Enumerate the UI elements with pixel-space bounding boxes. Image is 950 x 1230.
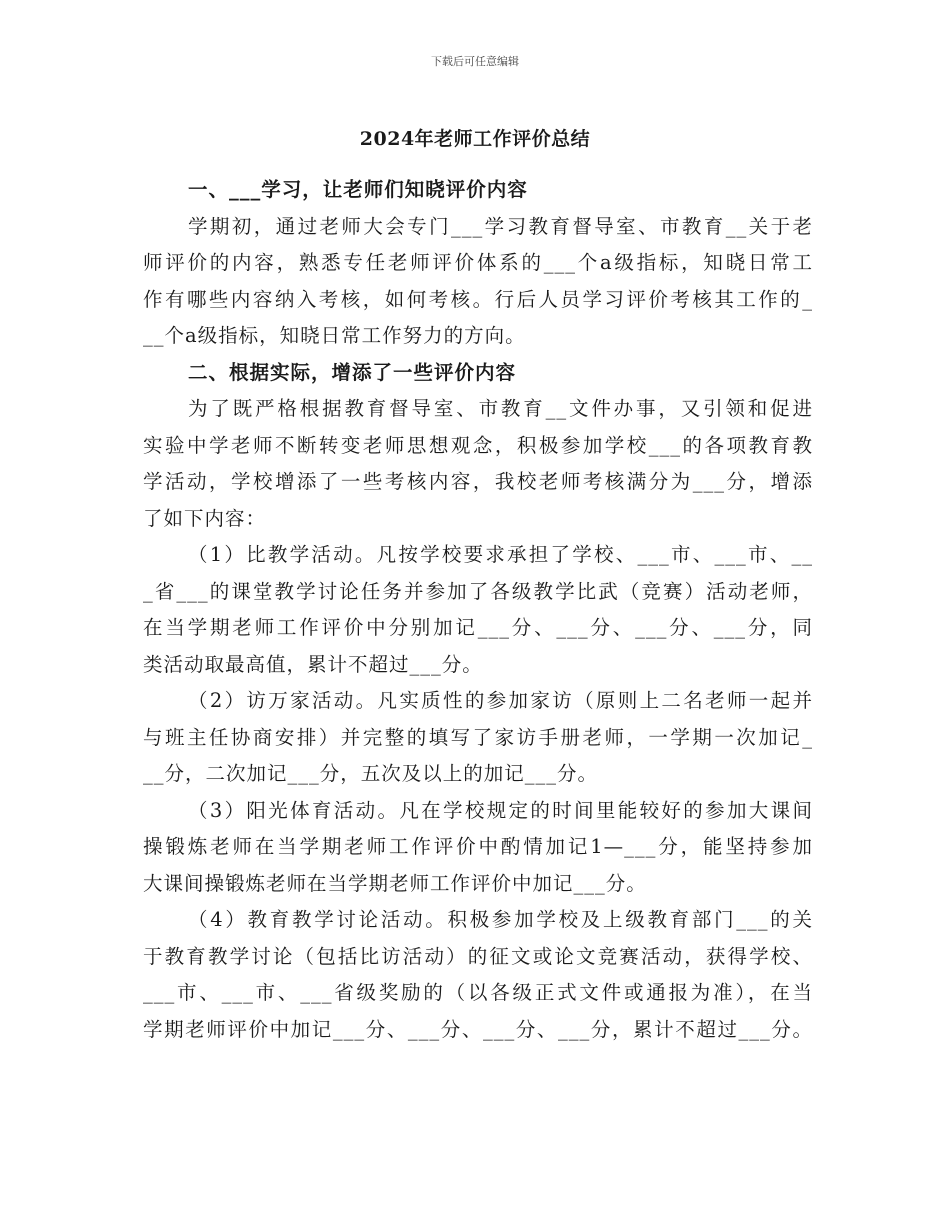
- paragraph-line: 作有哪些内容纳入考核，如何考核。行后人员学习评价考核其工作的_: [143, 287, 813, 311]
- document-title: 2024年老师工作评价总结: [359, 128, 591, 150]
- paragraph-line: 操锻炼老师在当学期老师工作评价中酌情加记1—___分，能坚持参加: [143, 835, 813, 858]
- paragraph-line: （1）比教学活动。凡按学校要求承担了学校、___市、___市、__: [188, 543, 813, 566]
- document-body: [143, 172, 813, 1048]
- paragraph-line: ___市、___市、___省级奖励的（以各级正式文件或通报为准），在当: [143, 981, 813, 1004]
- section-heading: 一、___学习，让老师们知晓评价内容: [188, 178, 528, 201]
- paragraph-line: _省___的课堂教学讨论任务并参加了各级教学比武（竞赛）活动老师，: [143, 579, 813, 603]
- paragraph-line: 于教育教学讨论（包括比访活动）的征文或论文竞赛活动，获得学校、: [143, 944, 813, 968]
- section-heading: 二、根据实际，增添了一些评价内容: [188, 360, 517, 384]
- paragraph-line: 学活动，学校增添了一些考核内容，我校老师考核满分为___分，增添: [143, 470, 813, 493]
- paragraph-line: 类活动取最高值，累计不超过___分。: [143, 652, 483, 676]
- paragraph-line: 实验中学老师不断转变老师思想观念，积极参加学校___的各项教育教: [143, 433, 813, 457]
- page-header-note: 下载后可任意编辑: [431, 55, 519, 68]
- paragraph-line: （2）访万家活动。凡实质性的参加家访（原则上二名老师一起并: [188, 689, 813, 712]
- paragraph-line: 了如下内容：: [143, 506, 267, 530]
- paragraph-line: 在当学期老师工作评价中分别加记___分、___分、___分、___分，同: [143, 616, 813, 639]
- paragraph-line: 与班主任协商安排）并完整的填写了家访手册老师，一学期一次加记_: [143, 725, 813, 749]
- paragraph-line: __个a级指标，知晓日常工作努力的方向。: [143, 324, 526, 347]
- paragraph-line: （3）阳光体育活动。凡在学校规定的时间里能较好的参加大课间: [188, 798, 813, 822]
- paragraph-line: 学期老师评价中加记___分、___分、___分、___分，累计不超过___分。: [143, 1017, 813, 1041]
- paragraph-line: （4）教育教学讨论活动。积极参加学校及上级教育部门___的关: [188, 908, 813, 931]
- paragraph-line: 学期初，通过老师大会专门___学习教育督导室、市教育__关于老: [188, 214, 813, 238]
- paragraph-line: 为了既严格根据教育督导室、市教育__文件办事，又引领和促进: [188, 397, 813, 420]
- paragraph-line: __分，二次加记___分，五次及以上的加记___分。: [143, 762, 599, 785]
- paragraph-line: 师评价的内容，熟悉专任老师评价体系的___个a级指标，知晓日常工: [143, 251, 813, 274]
- paragraph-line: 大课间操锻炼老师在当学期老师工作评价中加记___分。: [143, 871, 647, 895]
